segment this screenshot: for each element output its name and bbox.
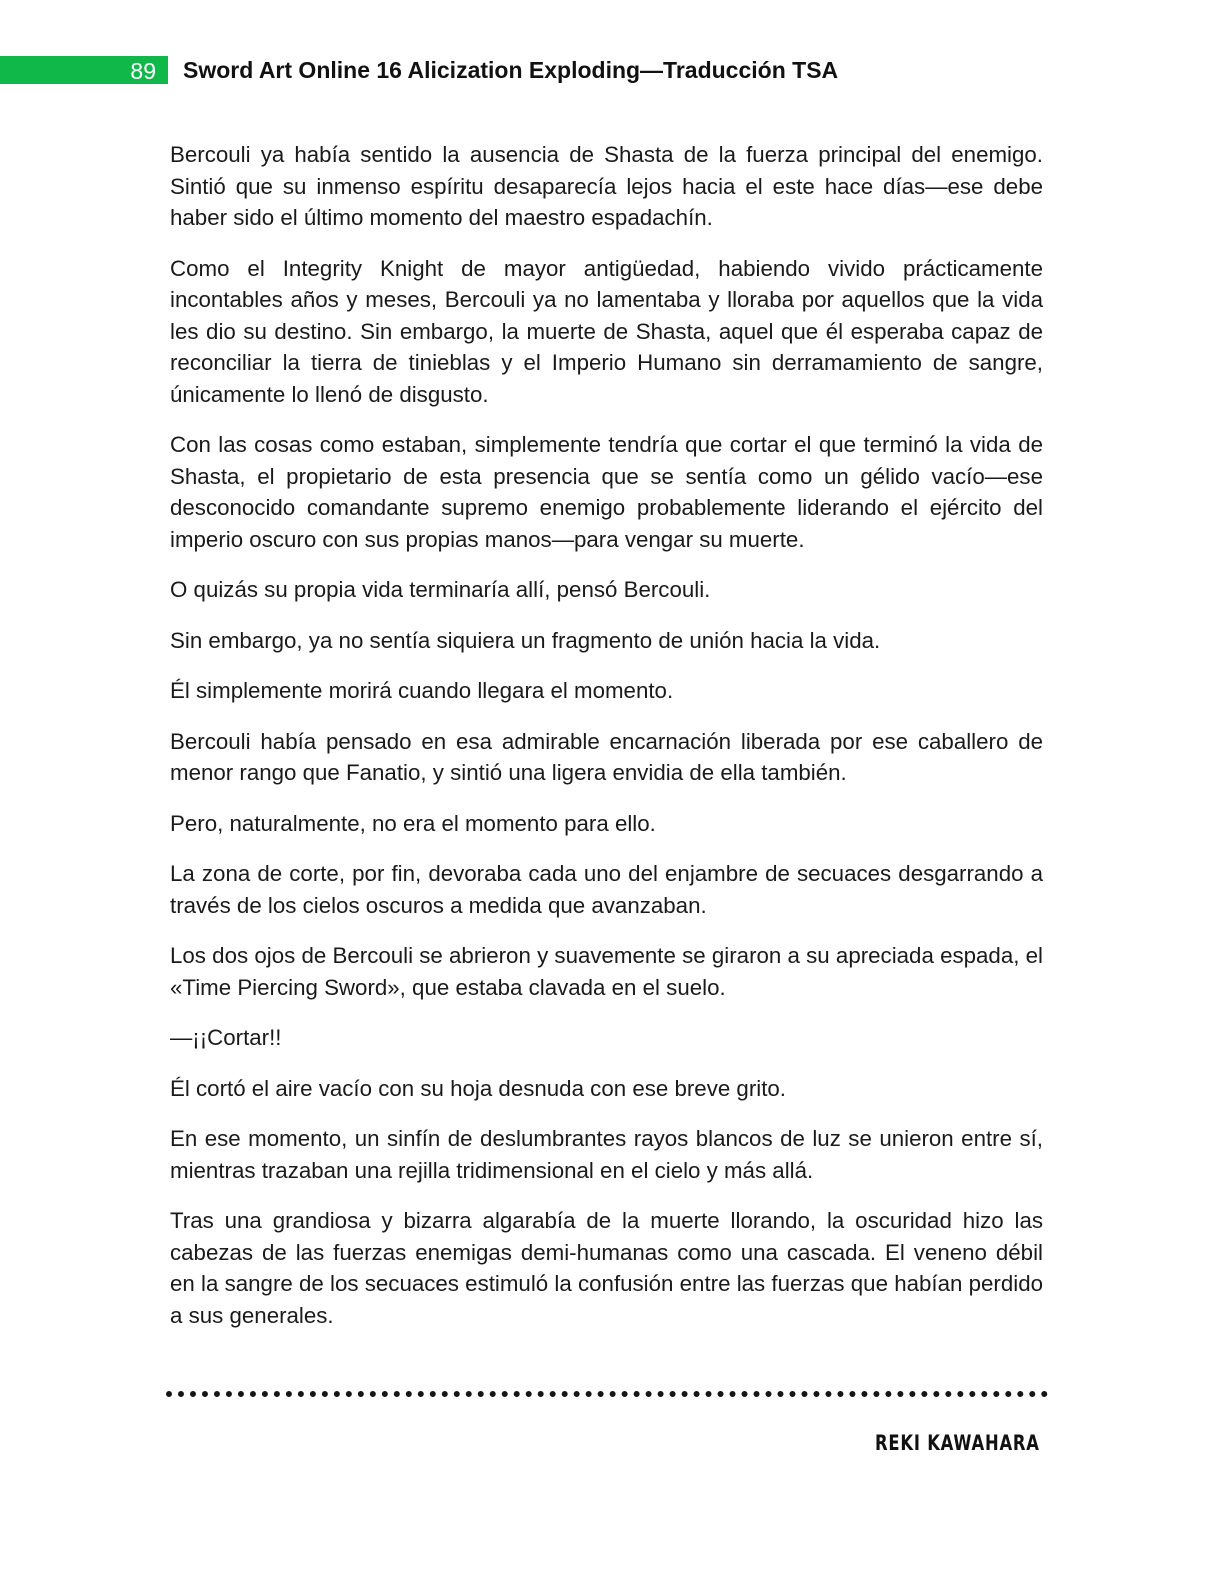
paragraph-13: En ese momento, un sinfín de deslumbrantes rayos blancos de luz se unieron entre sí, mientras trazaban una rejilla tridimensional en el cielo y más allá.	[170, 1126, 1043, 1183]
page-number-badge	[0, 56, 168, 84]
paragraph-2: Como el Integrity Knight de mayor antigüedad, habiendo vivido prácticamente incontables años y meses, Bercouli ya no lamentaba y lloraba por aquellos que la vida les dio su destino. Sin embargo, la muerte de Shasta, aquel que él esperaba capaz de reconciliar la tierra de tinieblas y el Imperio Humano sin derramamiento de sangre, únicamente lo llenó de disgusto.	[170, 255, 1043, 407]
paragraph-4: O quizás su propia vida terminaría allí, pensó Bercouli.	[170, 577, 711, 602]
paragraph-9: La zona de corte, por fin, devoraba cada uno del enjambre de secuaces desgarrando a través de los cielos oscuros a medida que avanzaban.	[170, 861, 1043, 918]
paragraph-11: —¡¡Cortar!!	[170, 1025, 282, 1050]
paragraph-8: Pero, naturalmente, no era el momento para ello.	[170, 810, 656, 836]
page-number: 89	[130, 58, 156, 84]
paragraph-5: Sin embargo, ya no sentía siquiera un fragmento de unión hacia la vida.	[170, 627, 881, 653]
paragraph-3: Con las cosas como estaban, simplemente tendría que cortar el que terminó la vida de Shasta, el propietario de esta presencia que se sentía como un gélido vacío—ese desconocido comandante supremo enemigo probablemente liderando el ejército del imperio oscuro con sus propias manos—para vengar su muerte.	[170, 432, 1043, 552]
paragraph-12: Él cortó el aire vacío con su hoja desnuda con ese breve grito.	[170, 1075, 787, 1101]
chapter-body	[170, 139, 1043, 1350]
book-title: Sword Art Online 16 Alicization Exploding—Traducción TSA	[183, 57, 839, 83]
footer-dotted-divider	[166, 1391, 1048, 1397]
author-name: REKI KAWAHARA	[875, 1431, 1040, 1455]
paragraph-1: Bercouli ya había sentido la ausencia de Shasta de la fuerza principal del enemigo. Sintió que su inmenso espíritu desaparecía lejos hacia el este hace días—ese debe haber sido el último momento del maestro espadachín.	[170, 142, 1043, 230]
paragraph-14: Tras una grandiosa y bizarra algarabía de la muerte llorando, la oscuridad hizo las cabezas de las fuerzas enemigas demi-humanas como una cascada. El veneno débil en la sangre de los secuaces estimuló la confusión entre las fuerzas que habían perdido a sus generales.	[170, 1208, 1043, 1328]
page-header	[0, 54, 1224, 86]
paragraph-10: Los dos ojos de Bercouli se abrieron y suavemente se giraron a su apreciada espada, el «Time Piercing Sword», que estaba clavada en el suelo.	[170, 943, 1043, 1000]
paragraph-7: Bercouli había pensado en esa admirable encarnación liberada por ese caballero de menor rango que Fanatio, y sintió una ligera envidia de ella también.	[170, 728, 1043, 785]
paragraph-6: Él simplemente morirá cuando llegara el momento.	[170, 678, 674, 703]
